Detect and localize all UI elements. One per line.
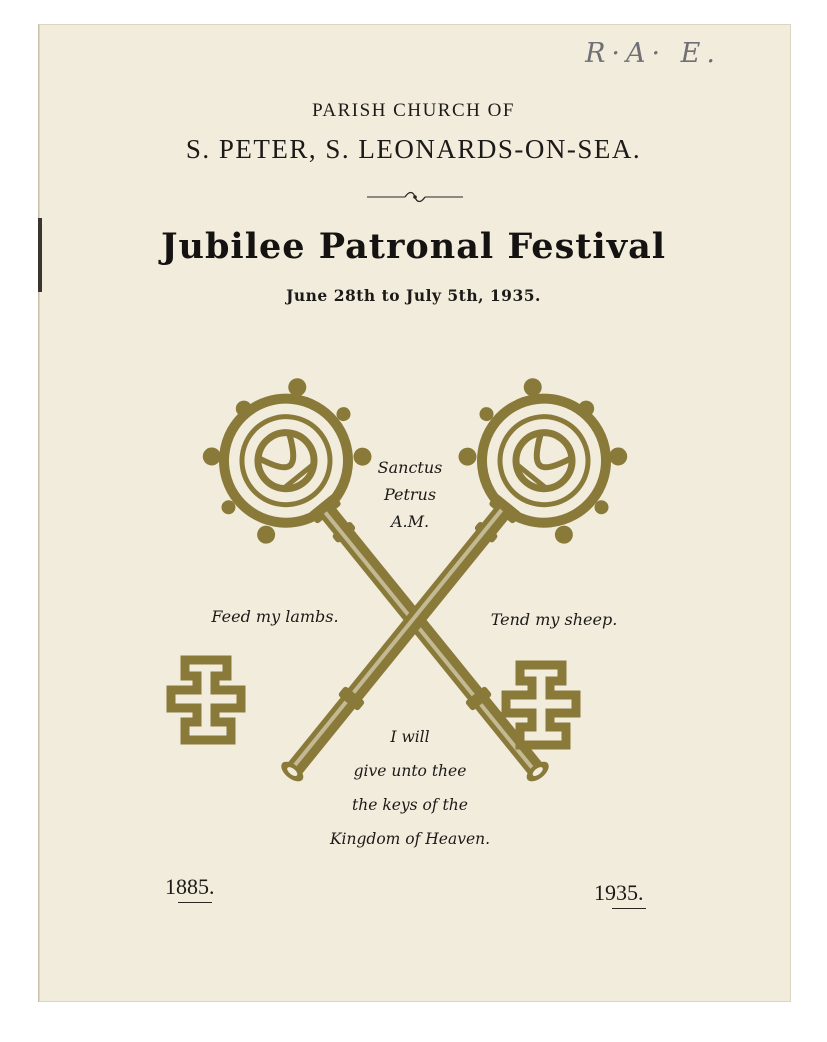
kingdom-verse-text: [300, 720, 520, 856]
festival-title: Jubilee Patronal Festival: [160, 226, 667, 267]
header-line-2: S. PETER, S. LEONARDS-ON-SEA.: [185, 134, 642, 164]
year-start-underline: [178, 902, 212, 903]
center-text-line-2: Petrus: [383, 485, 437, 504]
center-text-line-1: Sanctus: [377, 458, 443, 477]
verse-line-3: the keys of the: [352, 796, 468, 814]
header-line-1: PARISH CHURCH OF: [312, 100, 515, 121]
year-end: 1935.: [594, 880, 644, 905]
center-text-line-3: A.M.: [390, 512, 430, 531]
tend-my-sheep-text: Tend my sheep.: [490, 610, 618, 629]
verse-line-1: I will: [390, 728, 430, 746]
year-start: 1885.: [165, 874, 215, 899]
verse-line-2: give unto thee: [353, 762, 467, 780]
handwritten-initials: R·A· E.: [585, 38, 721, 69]
key-bit-left: [171, 660, 241, 740]
sanctus-petrus-text: [360, 454, 460, 535]
year-end-underline: [612, 908, 646, 909]
feed-my-lambs-text: Feed my lambs.: [211, 607, 339, 626]
festival-dates: June 28th to July 5th, 1935.: [286, 286, 541, 305]
verse-line-4: Kingdom of Heaven.: [329, 830, 491, 848]
